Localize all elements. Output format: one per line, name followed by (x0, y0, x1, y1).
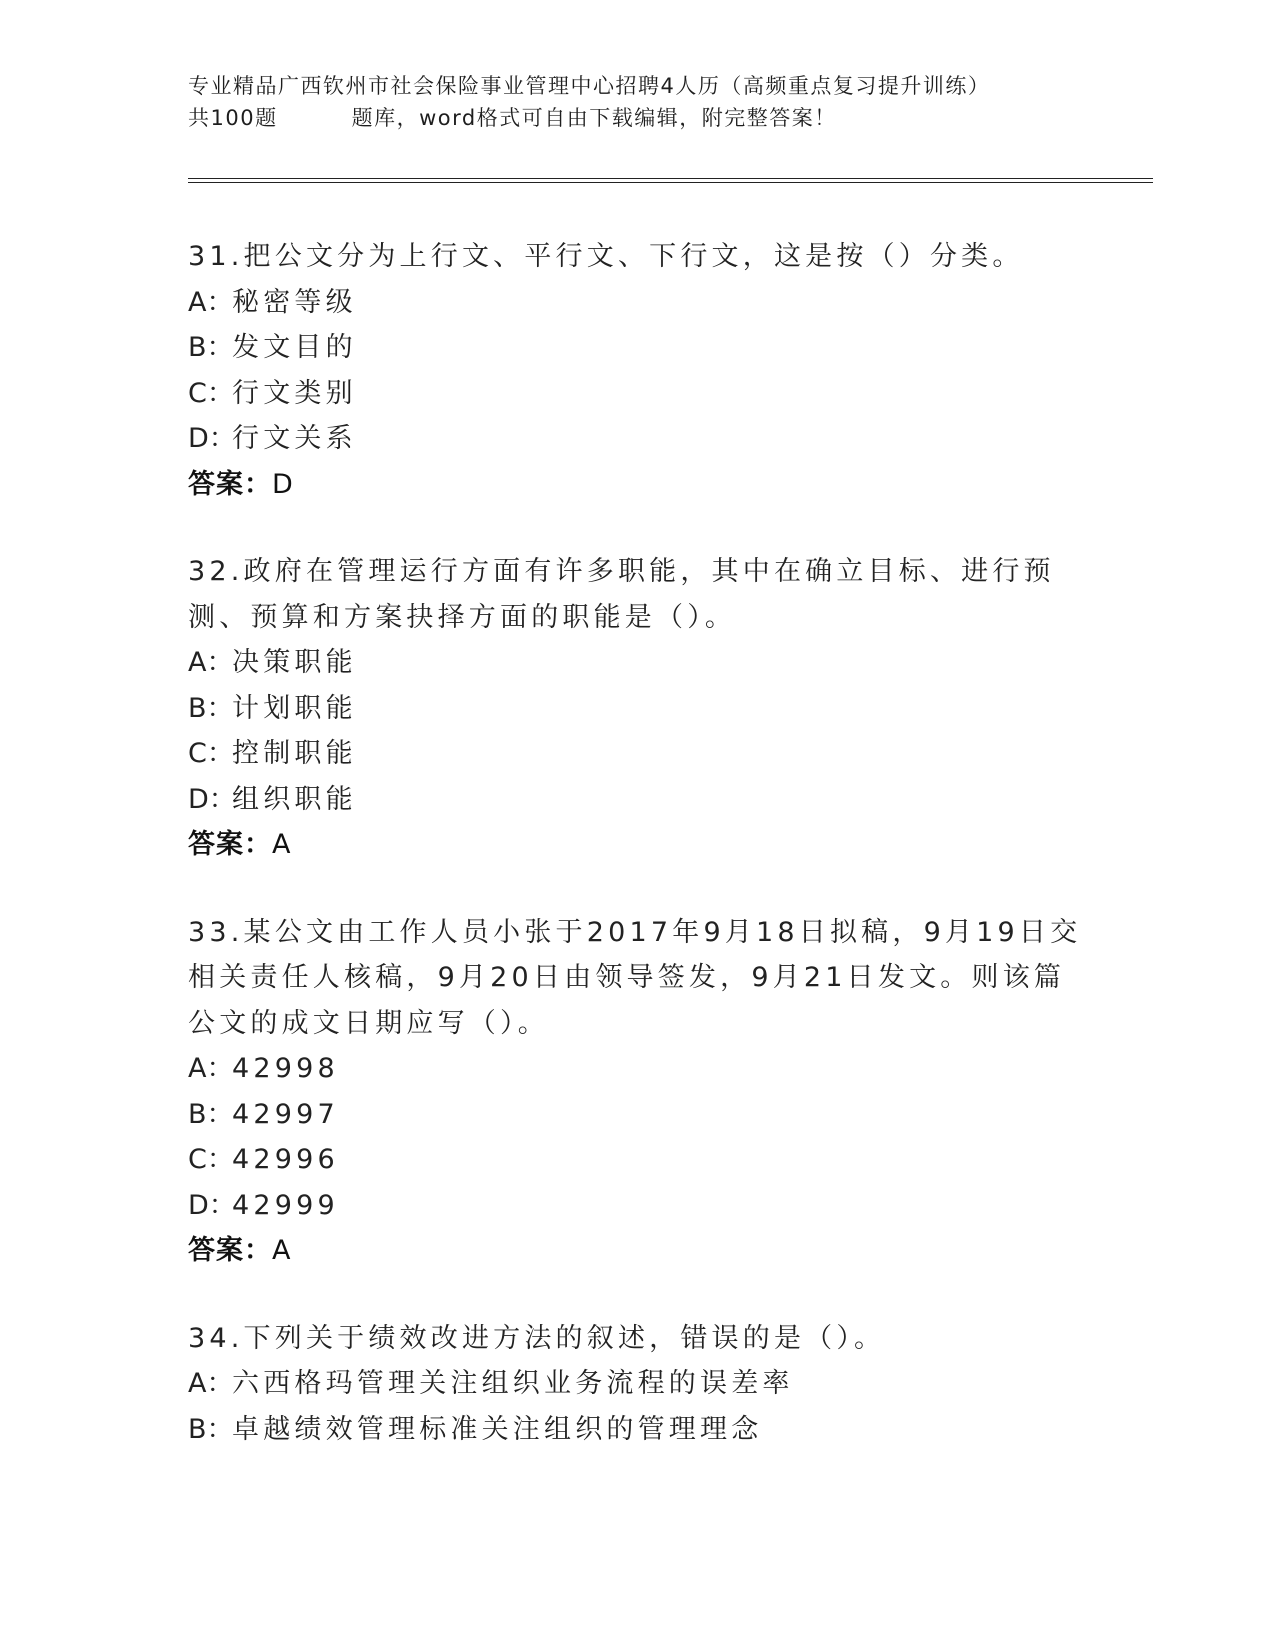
question-stem: 34.下列关于绩效改进方法的叙述，错误的是（）。 (188, 1322, 886, 1354)
option-letter: B： (188, 1413, 234, 1445)
option-text: 组织职能 (232, 783, 357, 815)
header-question-count: 共100题 (188, 106, 278, 130)
option-letter: D： (188, 783, 236, 815)
option-text: 六西格玛管理关注组织业务流程的误差率 (232, 1368, 794, 1399)
answer-label: 答案： (188, 829, 272, 860)
option-b (188, 686, 1088, 732)
option-d (188, 777, 1088, 823)
option-b (188, 1407, 1088, 1453)
option-c (188, 371, 1088, 417)
option-letter: A： (188, 1053, 234, 1084)
option-letter: C： (188, 738, 234, 769)
header-title: 专业精品广西钦州市社会保险事业管理中心招聘4人历（高频重点复习提升训练） (188, 74, 991, 98)
option-text: 秘密等级 (232, 286, 357, 318)
option-text: 42997 (232, 1098, 339, 1130)
question-list (188, 234, 1088, 1494)
option-a (188, 640, 1088, 686)
question-31 (188, 234, 1088, 507)
option-letter: A： (188, 286, 234, 318)
question-34 (188, 1316, 1088, 1453)
option-text: 42998 (232, 1053, 339, 1084)
option-letter: B： (188, 1098, 234, 1130)
document-header (188, 70, 1153, 134)
option-c (188, 731, 1088, 777)
answer-value: A (272, 829, 291, 860)
option-b (188, 325, 1088, 371)
option-text: 行文类别 (232, 377, 357, 409)
question-32 (188, 549, 1088, 868)
option-text: 发文目的 (232, 332, 357, 363)
option-text: 计划职能 (232, 692, 357, 724)
answer-value: A (272, 1235, 291, 1266)
option-letter: A： (188, 1368, 234, 1399)
option-a (188, 1361, 1088, 1407)
header-divider-top (188, 178, 1153, 179)
header-note: 题库，word格式可自由下载编辑，附完整答案！ (351, 106, 837, 130)
option-letter: C： (188, 1144, 234, 1175)
option-a (188, 1046, 1088, 1092)
option-text: 42999 (232, 1189, 339, 1221)
option-c (188, 1137, 1088, 1183)
option-letter: D： (188, 1189, 236, 1221)
answer-label: 答案： (188, 468, 272, 500)
option-letter: A： (188, 647, 234, 678)
option-text: 42996 (232, 1144, 339, 1175)
question-33 (188, 910, 1088, 1274)
answer-label: 答案： (188, 1235, 272, 1266)
option-text: 卓越绩效管理标准关注组织的管理理念 (232, 1413, 763, 1445)
option-b (188, 1092, 1088, 1138)
answer (188, 1228, 1088, 1274)
option-text: 行文关系 (232, 423, 357, 454)
option-letter: C： (188, 377, 234, 409)
option-text: 决策职能 (232, 647, 357, 678)
option-d (188, 1183, 1088, 1229)
option-a (188, 280, 1088, 326)
option-d (188, 416, 1088, 462)
question-stem: 32.政府在管理运行方面有许多职能，其中在确立目标、进行预测、预算和方案抉择方面的职能是（）。 (188, 556, 1055, 633)
header-divider-bottom (188, 182, 1153, 183)
option-letter: B： (188, 692, 234, 724)
option-letter: D： (188, 423, 236, 454)
answer (188, 462, 1088, 508)
question-stem: 33.某公文由工作人员小张于2017年9月18日拟稿，9月19日交相关责任人核稿，9月20日由领导签发，9月21日发文。则该篇公文的成文日期应写（）。 (188, 916, 1082, 1039)
option-text: 控制职能 (232, 738, 357, 769)
answer (188, 822, 1088, 868)
question-stem: 31.把公文分为上行文、平行文、下行文，这是按（）分类。 (188, 241, 1024, 272)
option-letter: B： (188, 332, 234, 363)
answer-value: D (272, 468, 293, 500)
header-subtitle (188, 102, 1153, 134)
